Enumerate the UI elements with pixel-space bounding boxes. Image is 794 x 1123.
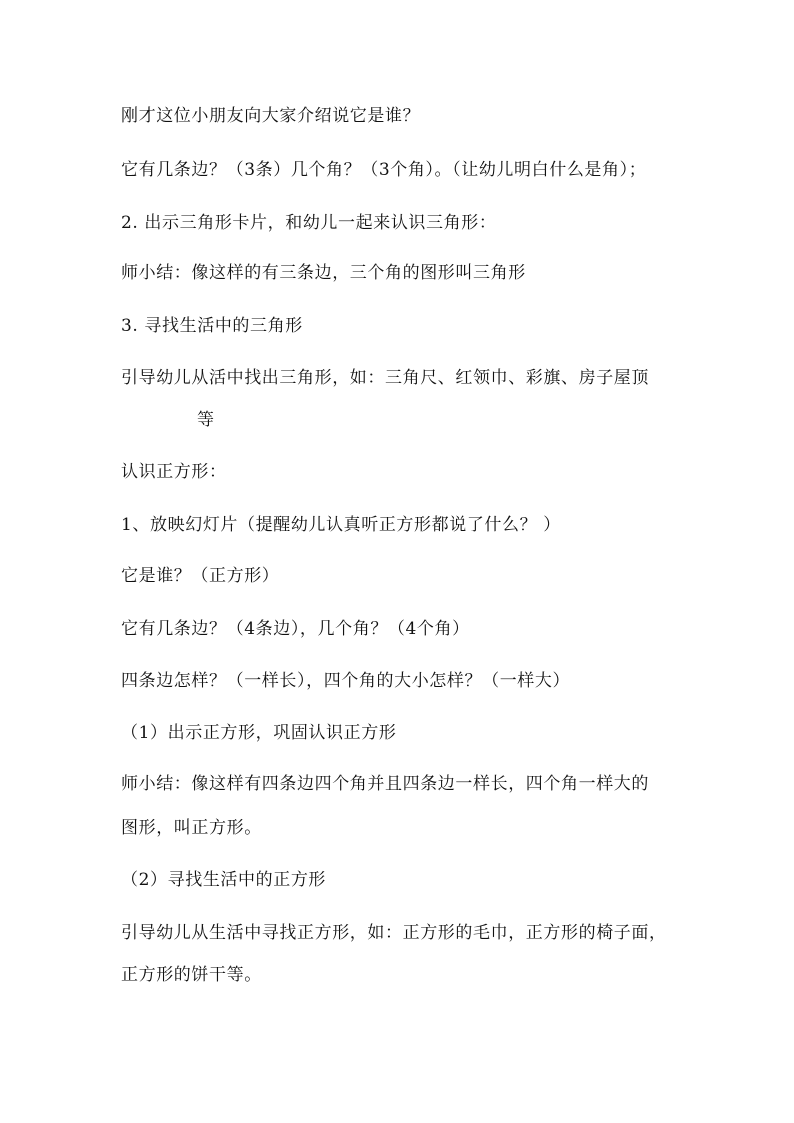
paragraph-square-summary: 师小结：像这样有四条边四个角并且四条边一样长，四个角一样大的 xyxy=(121,774,649,794)
paragraph-substep-2-find-squares: （2）寻找生活中的正方形 xyxy=(121,870,327,890)
paragraph-step-1-slideshow: 1、放映幻灯片（提醒幼儿认真听正方形都说了什么？ ） xyxy=(121,515,561,535)
paragraph-step-3-find-triangles: 3. 寻找生活中的三角形 xyxy=(121,316,303,336)
paragraph-triangle-examples: 引导幼儿从活中找出三角形，如：三角尺、红领巾、彩旗、房子屋顶 xyxy=(121,368,649,388)
heading-recognize-square: 认识正方形： xyxy=(121,462,227,482)
paragraph-square-who: 它是谁？（正方形） xyxy=(121,566,280,586)
paragraph-triangle-examples-continued: 等 xyxy=(197,410,215,430)
paragraph-square-summary-continued: 图形，叫正方形。 xyxy=(121,818,262,838)
paragraph-triangle-summary: 师小结：像这样的有三条边，三个角的图形叫三角形 xyxy=(121,263,526,283)
paragraph-square-examples: 引导幼儿从生活中寻找正方形，如：正方形的毛巾，正方形的椅子面， xyxy=(121,923,667,943)
paragraph-triangle-edges-angles: 它有几条边？（3条）几个角？（3个角）。（让幼儿明白什么是角）； xyxy=(121,160,647,180)
paragraph-question-who: 刚才这位小朋友向大家介绍说它是谁？ xyxy=(121,106,421,126)
paragraph-square-edges-angles: 它有几条边？（4条边），几个角？（4个角） xyxy=(121,619,470,639)
paragraph-square-examples-continued: 正方形的饼干等。 xyxy=(121,965,262,985)
paragraph-square-equal-sides: 四条边怎样？（一样长），四个角的大小怎样？（一样大） xyxy=(121,671,571,691)
paragraph-step-2-show-card: 2. 出示三角形卡片，和幼儿一起来认识三角形： xyxy=(121,213,497,233)
paragraph-substep-1-show-square: （1）出示正方形，巩固认识正方形 xyxy=(121,723,397,743)
